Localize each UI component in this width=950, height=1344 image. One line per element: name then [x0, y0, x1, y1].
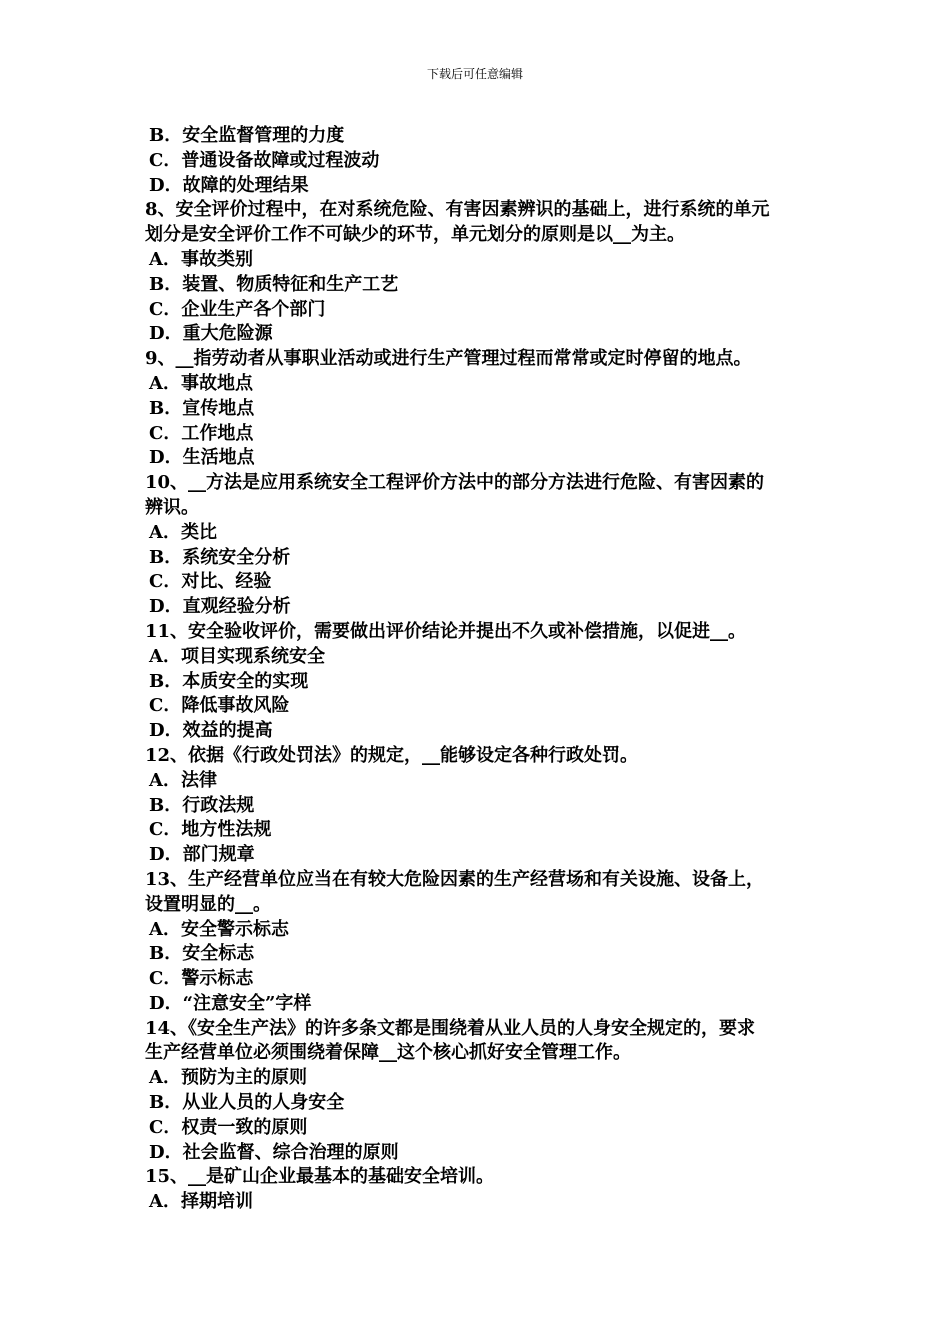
- answer-option: C．工作地点: [149, 422, 254, 444]
- answer-option: A．择期培训: [149, 1191, 253, 1213]
- answer-option: A．安全警示标志: [149, 918, 289, 940]
- question-text: 辨识。: [145, 496, 199, 518]
- question-text: 设置明显的__。: [145, 893, 271, 915]
- question-text: 12、依据《行政处罚法》的规定，__能够设定各种行政处罚。: [145, 744, 639, 766]
- answer-option: D．“注意安全”字样: [149, 992, 312, 1014]
- answer-option: D．部门规章: [149, 844, 255, 866]
- answer-option: A．事故地点: [149, 372, 253, 394]
- answer-option: C．企业生产各个部门: [149, 298, 326, 320]
- answer-option: D．故障的处理结果: [149, 174, 309, 196]
- page-header: 下载后可任意编辑: [426, 67, 523, 81]
- answer-option: B．本质安全的实现: [149, 670, 309, 692]
- answer-option: D．社会监督、综合治理的原则: [149, 1141, 399, 1163]
- question-text: 9、__指劳动者从事职业活动或进行生产管理过程而常常或定时停留的地点。: [145, 348, 752, 370]
- answer-option: A．事故类别: [149, 248, 253, 270]
- answer-option: D．生活地点: [149, 447, 255, 469]
- answer-option: C．对比、经验: [149, 571, 272, 593]
- answer-option: B．系统安全分析: [149, 546, 291, 568]
- answer-option: A．法律: [149, 769, 217, 791]
- question-text: 10、__方法是应用系统安全工程评价方法中的部分方法进行危险、有害因素的: [145, 472, 765, 494]
- question-text: 8、安全评价过程中，在对系统危险、有害因素辨识的基础上，进行系统的单元: [145, 199, 770, 221]
- question-text: 11、安全验收评价，需要做出评价结论并提出不久或补偿措施，以促进__。: [145, 620, 747, 642]
- answer-option: C．地方性法规: [149, 819, 272, 841]
- question-text: 13、生产经营单位应当在有较大危险因素的生产经营场和有关设施、设备上，: [145, 868, 765, 890]
- question-text: 划分是安全评价工作不可缺少的环节，单元划分的原则是以__为主。: [145, 224, 685, 246]
- answer-option: C．警示标志: [149, 968, 254, 990]
- answer-option: B．宣传地点: [149, 397, 255, 419]
- answer-option: B．装置、物质特征和生产工艺: [149, 273, 399, 295]
- answer-option: B．安全标志: [149, 943, 255, 965]
- answer-option: A．类比: [149, 521, 217, 543]
- answer-option: C．普通设备故障或过程波动: [149, 149, 380, 171]
- answer-option: A．项目实现系统安全: [149, 645, 325, 667]
- answer-option: D．直观经验分析: [149, 596, 291, 618]
- answer-option: B．安全监督管理的力度: [149, 125, 345, 146]
- answer-option: D．效益的提高: [149, 720, 273, 742]
- question-list: [145, 124, 815, 1215]
- answer-option: A．预防为主的原则: [149, 1067, 307, 1089]
- question-text: 生产经营单位必须围绕着保障__这个核心抓好安全管理工作。: [145, 1042, 631, 1064]
- answer-option: C．权责一致的原则: [149, 1116, 308, 1138]
- answer-option: B．从业人员的人身安全: [149, 1092, 345, 1114]
- answer-option: D．重大危险源: [149, 323, 273, 345]
- question-text: 14、《安全生产法》的许多条文都是围绕着从业人员的人身安全规定的，要求: [145, 1017, 756, 1039]
- question-text: 15、__是矿山企业最基本的基础安全培训。: [145, 1166, 495, 1188]
- answer-option: C．降低事故风险: [149, 695, 290, 717]
- answer-option: B．行政法规: [149, 794, 255, 816]
